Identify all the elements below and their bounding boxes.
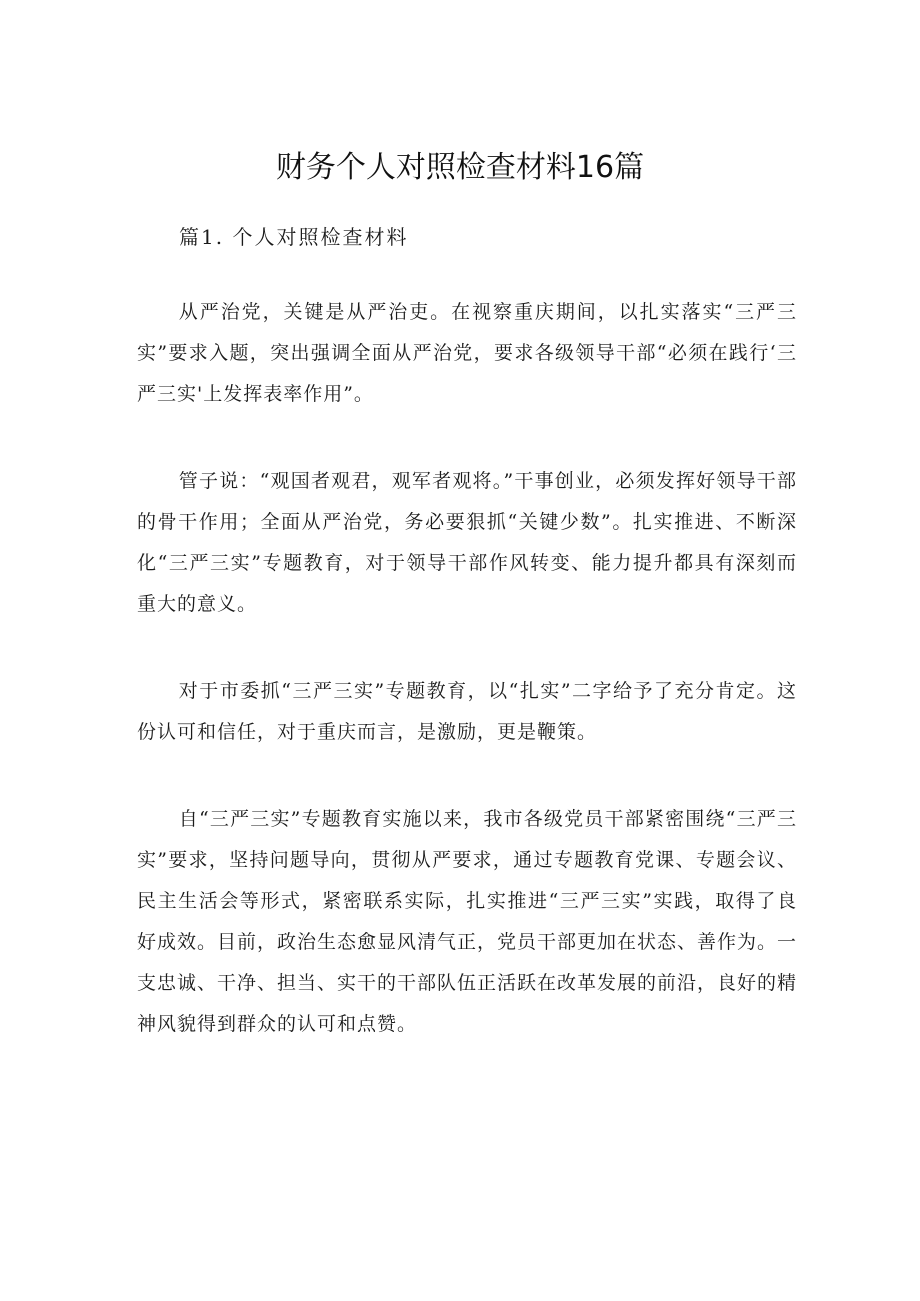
section-heading: 篇1. 个人对照检查材料 xyxy=(179,225,409,249)
body-text xyxy=(137,292,797,1045)
paragraph: 管子说：“观国者观君，观军者观将。”干事创业，必须发挥好领导干部的骨干作用；全面从严治党，务必要狠抓“关键少数”。扎实推进、不断深化“三严三实”专题教育，对于领导干部作风转变、能力提升都具有深刻而重大的意义。 xyxy=(137,470,797,615)
paragraph: 自“三严三实”专题教育实施以来，我市各级党员干部紧密围绕“三严三实”要求，坚持问题导向，贯彻从严要求，通过专题教育党课、专题会议、民主生活会等形式，紧密联系实际，扎实推进“三严三实”实践，取得了良好成效。目前，政治生态愈显风清气正，党员干部更加在状态、善作为。一支忠诚、干净、担当、实干的干部队伍正活跃在改革发展的前沿，良好的精神风貌得到群众的认可和点赞。 xyxy=(137,808,798,1035)
paragraph: 从严治党，关键是从严治吏。在视察重庆期间，以扎实落实“三严三实”要求入题，突出强调全面从严治党，要求各级领导干部“必须在践行‘三严三实'上发挥表率作用”。 xyxy=(137,301,797,405)
document-title: 财务个人对照检查材料16篇 xyxy=(275,150,645,185)
paragraph: 对于市委抓“三严三实”专题教育，以“扎实”二字给予了充分肯定。这份认可和信任，对于重庆而言，是激励，更是鞭策。 xyxy=(137,680,797,743)
